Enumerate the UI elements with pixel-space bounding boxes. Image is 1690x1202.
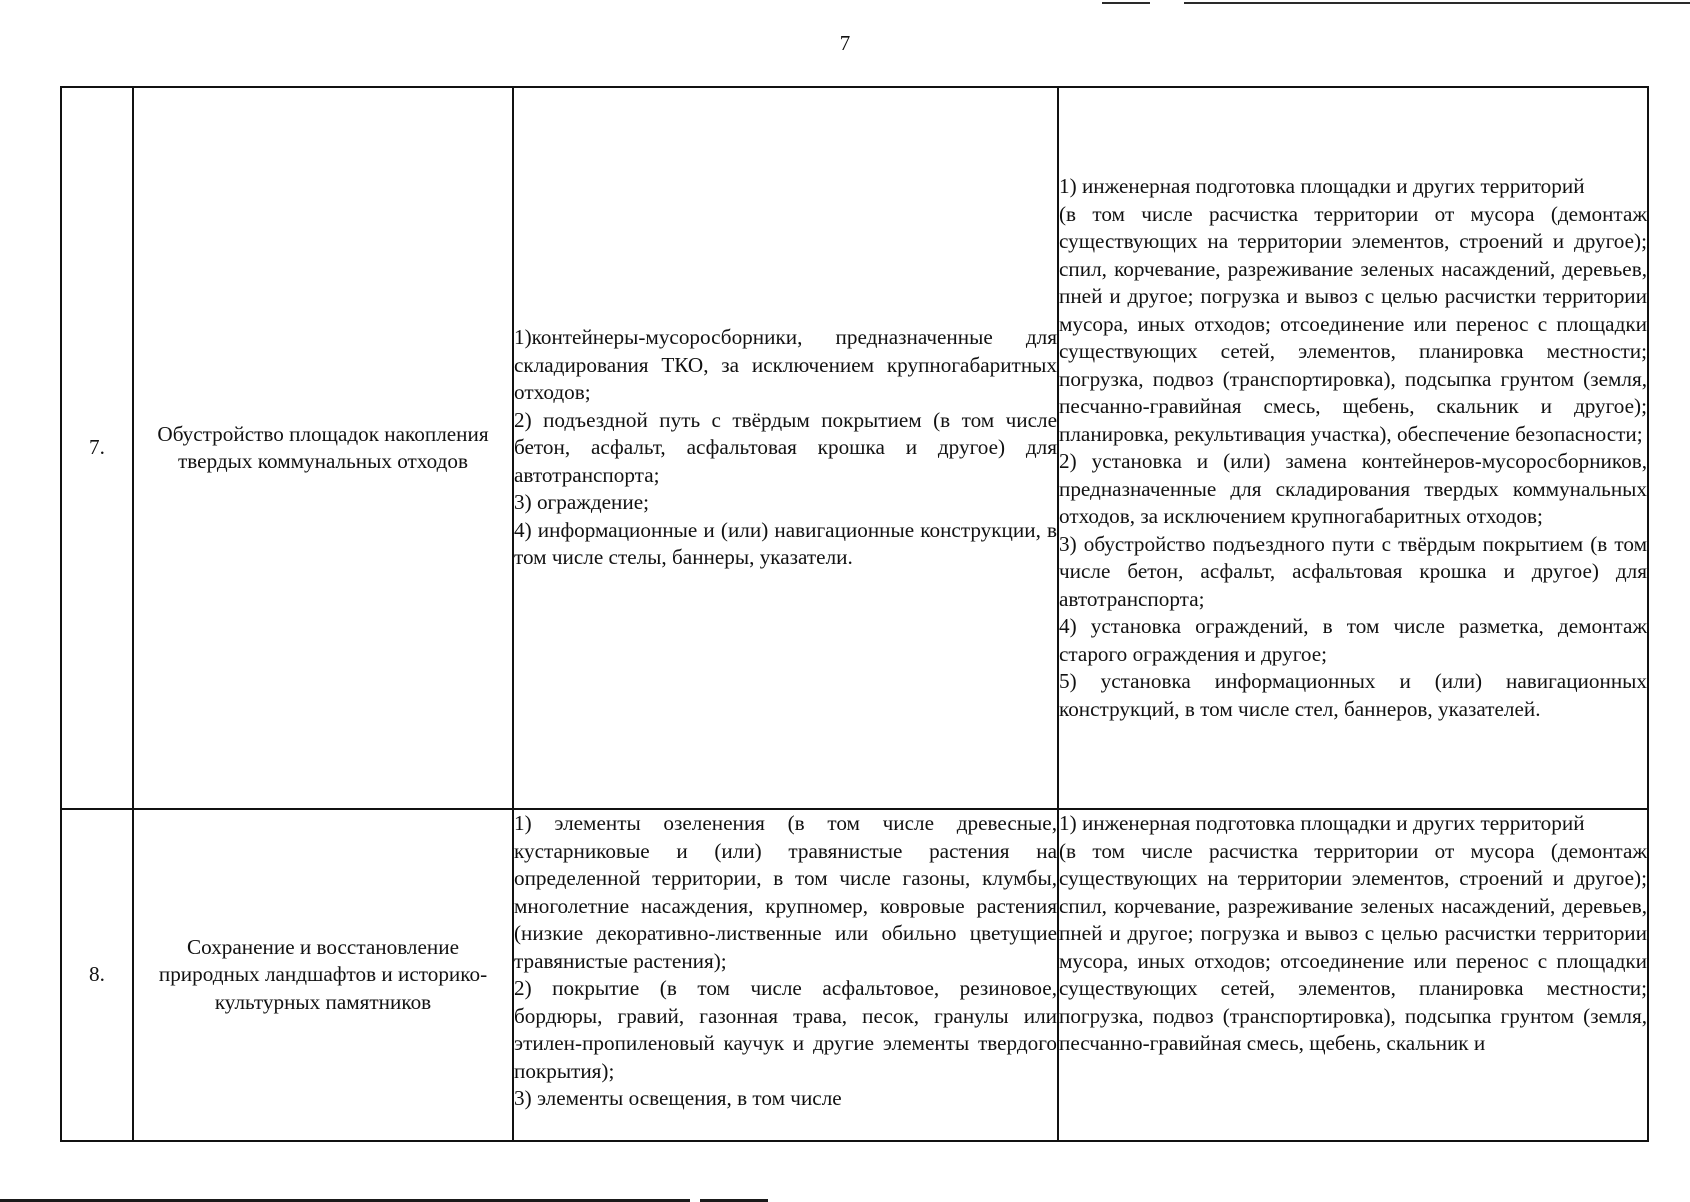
list-item: 3) ограждение;: [514, 490, 650, 515]
list-item: (в том числе расчистка территории от мусора (демонтаж существующих на территории элементов, строений и другое); спил, корчевание, разреживание зеленых насаждений, деревьев, пней и другое; погрузка и вывоз с целью расчистки территории мусора, иных отходов; отсоединение или перенос с площадки существующих сетей, элементов, планировка местности; погрузка, подвоз (транспортировка), подсыпка грунтом (земля, песчанно-гравийная смесь, щебень, скальник и: [1059, 838, 1647, 1055]
top-rule-segment: [1102, 2, 1150, 4]
row-number: 7.: [61, 87, 133, 809]
measures-table: [60, 86, 1649, 1142]
works-list: [1058, 87, 1648, 809]
list-item: 4) установка ограждений, в том числе разметка, демонтаж старого ограждения и другое;: [1059, 614, 1647, 666]
list-item: 4) информационные и (или) навигационные конструкции, в том числе стелы, баннеры, указатели.: [514, 517, 1057, 570]
list-item: 2) подъездной путь с твёрдым покрытием (в том числе бетон, асфальт, асфальтовая крошка и другое) для автотранспорта;: [514, 407, 1057, 487]
elements-list-clip: [514, 810, 1057, 1140]
list-item: 1) элементы озеленения (в том числе древесные, кустарниковые и (или) травянистые растения на определенной территории, в том числе газоны, клумбы, многолетние насаждения, крупномер, ковровые растения (низкие декоративно-лиственные или обильно цветущие травянистые растения);: [514, 811, 1057, 973]
elements-list: [513, 87, 1058, 809]
top-rule: [1184, 2, 1690, 4]
works-list: [1058, 809, 1648, 1141]
list-item: 2) покрытие (в том числе асфальтовое, резиновое, бордюры, гравий, газонная трава, песок, гранулы или этилен-пропиленовый каучук и другие элементы твердого покрытия);: [514, 976, 1057, 1083]
list-item: 3) обустройство подъездного пути с твёрдым покрытием (в том числе бетон, асфальт, асфальтовая крошка и другое) для автотранспорта;: [1059, 531, 1647, 611]
elements-list: [513, 809, 1058, 1141]
row-number: 8.: [61, 809, 133, 1141]
list-item: 1) инженерная подготовка площадки и других территорий: [1059, 811, 1585, 835]
table-row: [61, 87, 1648, 809]
list-item: 3) элементы освещения, в том числе: [514, 1086, 842, 1110]
list-item: 1) инженерная подготовка площадки и других территорий: [1059, 174, 1585, 198]
list-item: 2) установка и (или) замена контейнеров-мусоросборников, предназначенные для складирования твердых коммунальных отходов, за исключением крупногабаритных отходов;: [1059, 449, 1647, 528]
measure-name: Обустройство площадок накопления твердых коммунальных отходов: [133, 87, 513, 809]
list-item: (в том числе расчистка территории от мусора (демонтаж существующих на территории элементов, строений и другое); спил, корчевание, разреживание зеленых насаждений, деревьев, пней и другое; погрузка и вывоз с целью расчистки территории мусора, иных отходов; отсоединение или перенос с площадки существующих сетей, элементов, планировка местности; погрузка, подвоз (транспортировка), подсыпка грунтом (земля, песчанно-гравийная смесь, щебень, скальник и другое); планировка, рекультивация участка), обеспечение безопасности;: [1059, 201, 1647, 446]
table-row: [61, 809, 1648, 1141]
list-item: 1)контейнеры-мусоросборники, предназначенные для складирования ТКО, за исключением крупногабаритных отходов;: [514, 325, 1057, 405]
works-list-clip: [1059, 810, 1647, 1140]
page-number: 7: [839, 31, 851, 55]
measure-name: Сохранение и восстановление природных ландшафтов и историко-культурных памятников: [133, 809, 513, 1141]
list-item: 5) установка информационных и (или) навигационных конструкций, в том числе стел, баннеров, указателей.: [1059, 669, 1647, 721]
